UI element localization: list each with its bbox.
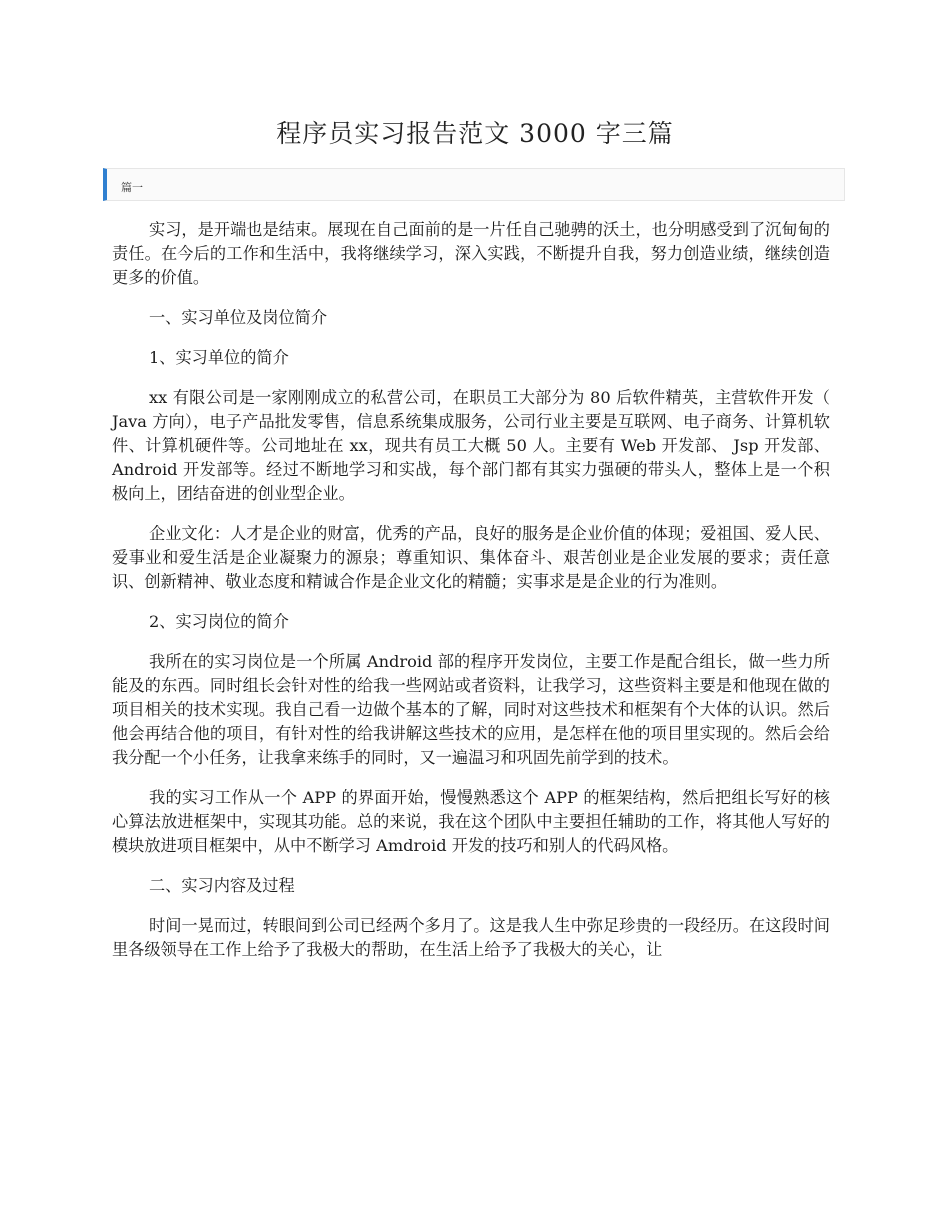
- section-label: 篇一: [121, 181, 143, 194]
- paragraph: xx 有限公司是一家刚刚成立的私营公司，在职员工大部分为 80 后软件精英，主营软件开发（ Java 方向），电子产品批发零售，信息系统集成服务，公司行业主要是互联网、电子商务、计算机软件、计算机硬件等。公司地址在 xx，现共有员工大概 50 人。主要有 Web 开发部、 Jsp 开发部、 Android 开发部等。经过不断地学习和实战，每个部门都有其实力强硬的带头人，整体上是一个积极向上，团结奋进的创业型企业。: [112, 388, 830, 503]
- subsection-heading: 1、实习单位的简介: [149, 348, 289, 367]
- document-body: [112, 218, 830, 978]
- subsection-heading: 2、实习岗位的简介: [149, 612, 289, 631]
- section-heading: 二、实习内容及过程: [149, 876, 295, 895]
- section-header: [103, 168, 845, 201]
- paragraph: 实习，是开端也是结束。展现在自己面前的是一片任自己驰骋的沃土，也分明感受到了沉甸甸的责任。在今后的工作和生活中，我将继续学习，深入实践，不断提升自我，努力创造业绩，继续创造更多的价值。: [112, 220, 830, 287]
- paragraph: 我的实习工作从一个 APP 的界面开始，慢慢熟悉这个 APP 的框架结构，然后把组长写好的核心算法放进框架中，实现其功能。总的来说，我在这个团队中主要担任辅助的工作，将其他人写好的模块放进项目框架中，从中不断学习 Amdroid 开发的技巧和别人的代码风格。: [112, 788, 830, 855]
- paragraph: 时间一晃而过，转眼间到公司已经两个多月了。这是我人生中弥足珍贵的一段经历。在这段时间里各级领导在工作上给予了我极大的帮助，在生活上给予了我极大的关心，让: [112, 916, 830, 959]
- document-title: 程序员实习报告范文 3000 字三篇: [276, 119, 674, 148]
- paragraph: 企业文化：人才是企业的财富，优秀的产品，良好的服务是企业价值的体现；爱祖国、爱人民、爱事业和爱生活是企业凝聚力的源泉；尊重知识、集体奋斗、艰苦创业是企业发展的要求；责任意识、创新精神、敬业态度和精诚合作是企业文化的精髓；实事求是是企业的行为准则。: [112, 524, 830, 591]
- paragraph: 我所在的实习岗位是一个所属 Android 部的程序开发岗位，主要工作是配合组长，做一些力所能及的东西。同时组长会针对性的给我一些网站或者资料，让我学习，这些资料主要是和他现在做的项目相关的技术实现。我自己看一边做个基本的了解，同时对这些技术和框架有个大体的认识。然后他会再结合他的项目，有针对性的给我讲解这些技术的应用，是怎样在他的项目里实现的。然后会给我分配一个小任务，让我拿来练手的同时，又一遍温习和巩固先前学到的技术。: [112, 652, 830, 767]
- section-heading: 一、实习单位及岗位简介: [149, 308, 328, 327]
